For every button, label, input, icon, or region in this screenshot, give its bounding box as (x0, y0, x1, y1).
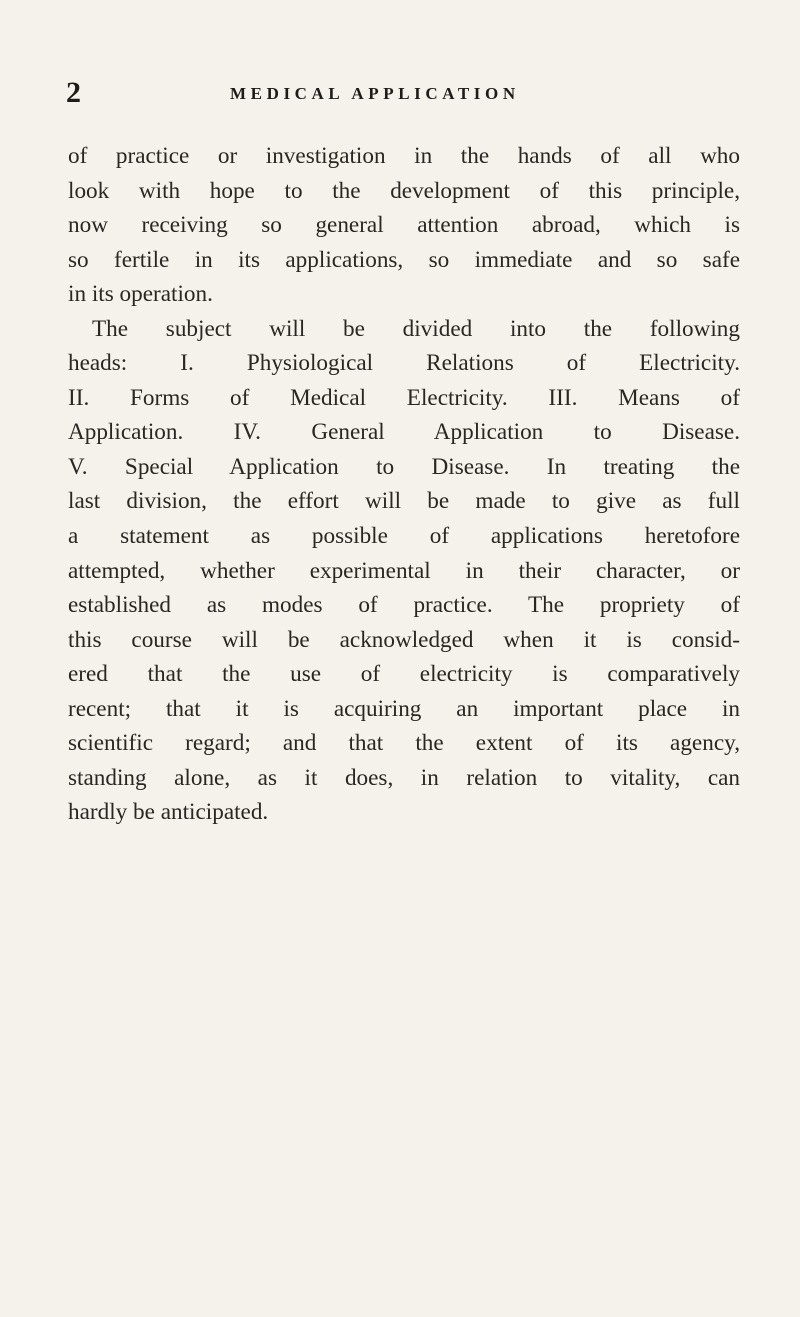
running-head (66, 78, 742, 108)
text-line: II. Forms of Medical Electricity. III. Means of (68, 384, 740, 411)
text-line: look with hope to the development of this principle, (68, 177, 740, 204)
text-line: heads: I. Physiological Relations of Electricity. (68, 350, 740, 377)
text-line: of practice or investigation in the hands of all who (68, 143, 740, 169)
text-line: scientific regard; and that the extent of its agency, (68, 730, 740, 757)
text-line: established as modes of practice. The propriety of (68, 592, 740, 619)
text-line: last division, the effort will be made to give as full (68, 488, 740, 515)
text-line: a statement as possible of applications heretofore (68, 523, 740, 550)
text-line: attempted, whether experimental in their character, or (68, 557, 740, 584)
text-line: ered that the use of electricity is comparatively (68, 661, 740, 688)
running-title: MEDICAL APPLICATION (230, 84, 520, 103)
text-line: V. Special Application to Disease. In treating the (68, 453, 740, 480)
text-line: standing alone, as it does, in relation to vitality, can (68, 764, 740, 791)
text-line: this course will be acknowledged when it is consid- (68, 626, 740, 653)
page-number: 2 (66, 76, 81, 109)
text-line: recent; that it is acquiring an important place in (68, 695, 740, 722)
text-line: so fertile in its applications, so immediate and so safe (68, 246, 740, 273)
body-text (68, 139, 740, 830)
text-line: in its operation. (68, 281, 213, 308)
text-line: The subject will be divided into the following (92, 315, 740, 342)
text-line: now receiving so general attention abroad, which is (68, 212, 740, 239)
text-line: Application. IV. General Application to Disease. (68, 419, 740, 446)
text-line: hardly be anticipated. (68, 799, 269, 826)
